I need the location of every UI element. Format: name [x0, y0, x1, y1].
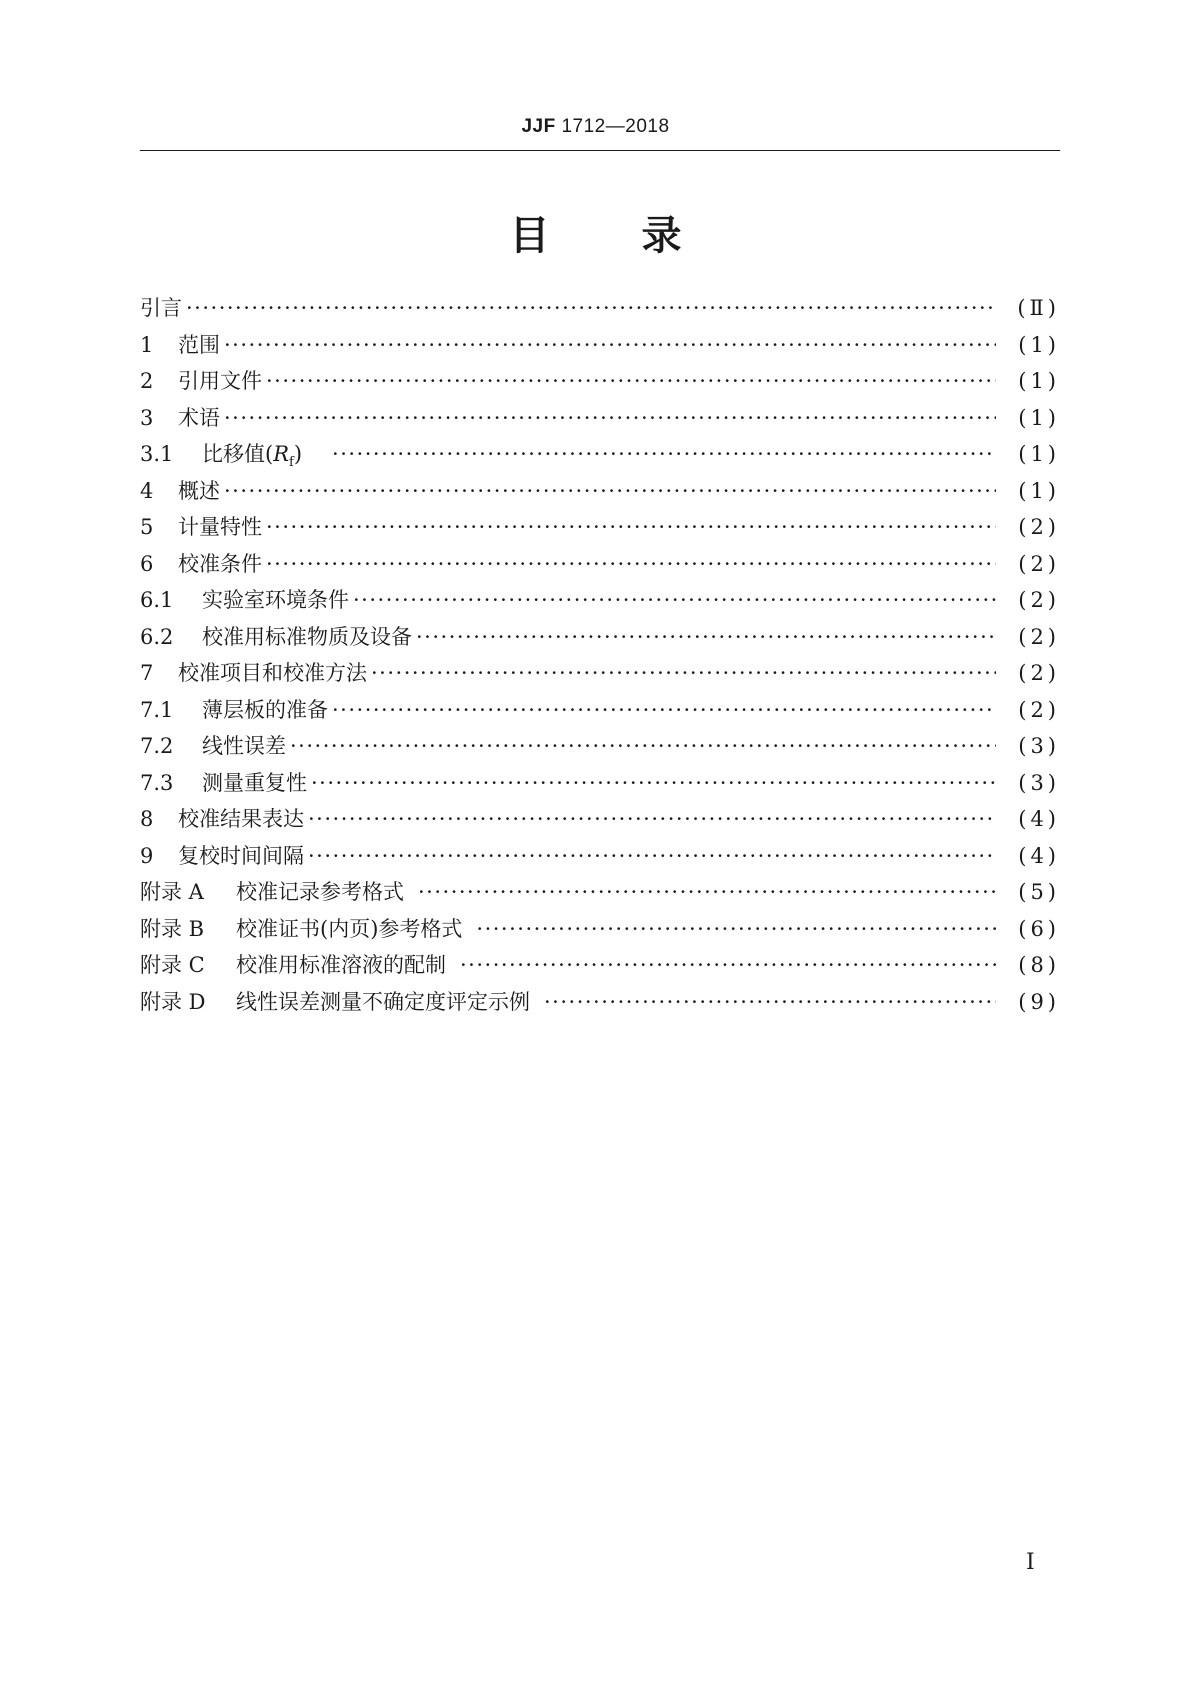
toc-entry-number: 7.3: [140, 770, 174, 795]
toc-entry-1[interactable]: [140, 327, 1060, 364]
toc-leader-dots: [308, 838, 996, 875]
table-of-contents: [140, 290, 1060, 1020]
toc-entry-number: 5: [140, 515, 154, 539]
toc-leader-dots: [308, 801, 996, 838]
toc-entry-label: 复校时间间隔: [178, 843, 304, 868]
toc-leader-dots: [544, 984, 996, 1021]
toc-entry-page: (2): [1018, 624, 1060, 649]
toc-entry-page: (Ⅱ): [1017, 296, 1060, 320]
toc-leader-dots: [418, 874, 996, 911]
toc-entry-appendix-a[interactable]: [140, 874, 1060, 911]
toc-entry-number: 3: [140, 405, 154, 430]
toc-entry-label: 测量重复性: [202, 770, 307, 795]
toc-entry-2[interactable]: [140, 363, 1060, 400]
toc-leader-dots: [266, 363, 996, 400]
toc-entry-7-3[interactable]: [140, 765, 1060, 802]
toc-entry-number: 7.2: [140, 734, 174, 758]
toc-leader-dots: [224, 400, 996, 437]
toc-entry-number: 7.1: [140, 697, 174, 722]
toc-entry-label: 范围: [178, 332, 220, 357]
label-prefix: 比移值(: [202, 442, 274, 466]
title-char-1: 目: [509, 213, 550, 259]
toc-leader-dots: [290, 728, 996, 765]
toc-entry-3-1[interactable]: [140, 436, 1060, 473]
toc-entry-number: 附录 C: [140, 953, 205, 977]
toc-entry-number: 附录 D: [140, 989, 206, 1014]
standard-code: JJF: [521, 116, 556, 137]
toc-entry-appendix-b[interactable]: [140, 911, 1060, 948]
toc-entry-6-1[interactable]: [140, 582, 1060, 619]
toc-entry-number: 2: [140, 369, 154, 393]
toc-leader-dots: [416, 619, 996, 656]
toc-leader-dots: [266, 546, 996, 583]
toc-entry-page: (1): [1018, 478, 1060, 503]
toc-entry-label: 术语: [178, 405, 220, 430]
toc-entry-number: 4: [140, 478, 154, 503]
toc-leader-dots: [476, 911, 996, 948]
toc-entry-number: 9: [140, 843, 154, 868]
toc-entry-page: (1): [1018, 332, 1060, 357]
toc-entry-intro[interactable]: [140, 290, 1060, 327]
toc-entry-page: (1): [1018, 369, 1060, 393]
toc-leader-dots: [332, 436, 996, 473]
toc-entry-5[interactable]: [140, 509, 1060, 546]
toc-entry-6-2[interactable]: [140, 619, 1060, 656]
toc-entry-number: 1: [140, 332, 154, 357]
toc-entry-page: (3): [1018, 734, 1060, 758]
standard-number: 1712—2018: [561, 116, 670, 137]
toc-leader-dots: [371, 655, 996, 692]
toc-entry-number: 3.1: [140, 442, 174, 466]
toc-entry-appendix-c[interactable]: [140, 947, 1060, 984]
toc-entry-page: (1): [1018, 405, 1060, 430]
page-title: [0, 204, 1191, 261]
toc-entry-page: (4): [1018, 843, 1060, 868]
toc-entry-label: 校准记录参考格式: [236, 880, 404, 904]
toc-entry-label: 引言: [140, 296, 182, 320]
toc-entry-page: (5): [1018, 880, 1060, 904]
toc-entry-3[interactable]: [140, 400, 1060, 437]
toc-leader-dots: [460, 947, 996, 984]
toc-leader-dots: [224, 327, 996, 364]
toc-entry-label: 校准用标准溶液的配制: [236, 953, 446, 977]
toc-entry-8[interactable]: [140, 801, 1060, 838]
toc-entry-page: (6): [1018, 916, 1060, 941]
toc-entry-label: 线性误差: [202, 734, 286, 758]
toc-entry-page: (2): [1018, 661, 1060, 685]
toc-entry-label: 计量特性: [178, 515, 262, 539]
toc-entry-9[interactable]: [140, 838, 1060, 875]
toc-entry-7[interactable]: [140, 655, 1060, 692]
toc-entry-7-1[interactable]: [140, 692, 1060, 729]
header-rule: [140, 150, 1060, 151]
toc-entry-label: 校准结果表达: [178, 807, 304, 831]
toc-entry-number: 6: [140, 551, 154, 576]
toc-entry-label: 薄层板的准备: [202, 697, 328, 722]
toc-entry-page: (1): [1018, 442, 1060, 466]
toc-entry-label: 引用文件: [178, 369, 262, 393]
toc-entry-number: 附录 B: [140, 916, 205, 941]
label-variable: R: [273, 442, 290, 466]
toc-entry-page: (4): [1018, 807, 1060, 831]
toc-leader-dots: [266, 509, 996, 546]
toc-leader-dots: [224, 473, 996, 510]
toc-entry-appendix-d[interactable]: [140, 984, 1060, 1021]
toc-entry-page: (2): [1018, 697, 1060, 722]
toc-leader-dots: [311, 765, 996, 802]
toc-entry-page: (9): [1018, 989, 1060, 1014]
toc-entry-label: 校准证书(内页)参考格式: [236, 916, 463, 941]
toc-entry-label: 校准条件: [178, 551, 262, 576]
toc-entry-label: 概述: [178, 478, 220, 503]
title-char-2: 录: [641, 213, 682, 259]
toc-entry-page: (2): [1018, 515, 1060, 539]
toc-leader-dots: [353, 582, 996, 619]
toc-leader-dots: [186, 290, 996, 327]
toc-entry-6[interactable]: [140, 546, 1060, 583]
toc-entry-number: 7: [140, 661, 154, 685]
toc-entry-number: 附录 A: [140, 880, 204, 904]
toc-entry-label: 校准用标准物质及设备: [202, 624, 412, 649]
toc-entry-label: 线性误差测量不确定度评定示例: [236, 989, 530, 1014]
toc-leader-dots: [332, 692, 996, 729]
toc-entry-number: 6.2: [140, 624, 174, 649]
toc-entry-page: (8): [1018, 953, 1060, 977]
label-suffix: ): [293, 442, 303, 466]
toc-entry-label: 校准项目和校准方法: [178, 661, 367, 685]
toc-entry-number: 8: [140, 807, 154, 831]
toc-entry-page: (3): [1018, 770, 1060, 795]
toc-entry-4[interactable]: [140, 473, 1060, 510]
toc-entry-label: 实验室环境条件: [202, 588, 349, 612]
toc-entry-page: (2): [1018, 551, 1060, 576]
toc-entry-number: 6.1: [140, 588, 174, 612]
toc-entry-page: (2): [1018, 588, 1060, 612]
document-header: [0, 116, 1191, 138]
page-number: Ⅰ: [1026, 1550, 1035, 1575]
label-subscript: f: [289, 455, 294, 471]
toc-entry-7-2[interactable]: [140, 728, 1060, 765]
